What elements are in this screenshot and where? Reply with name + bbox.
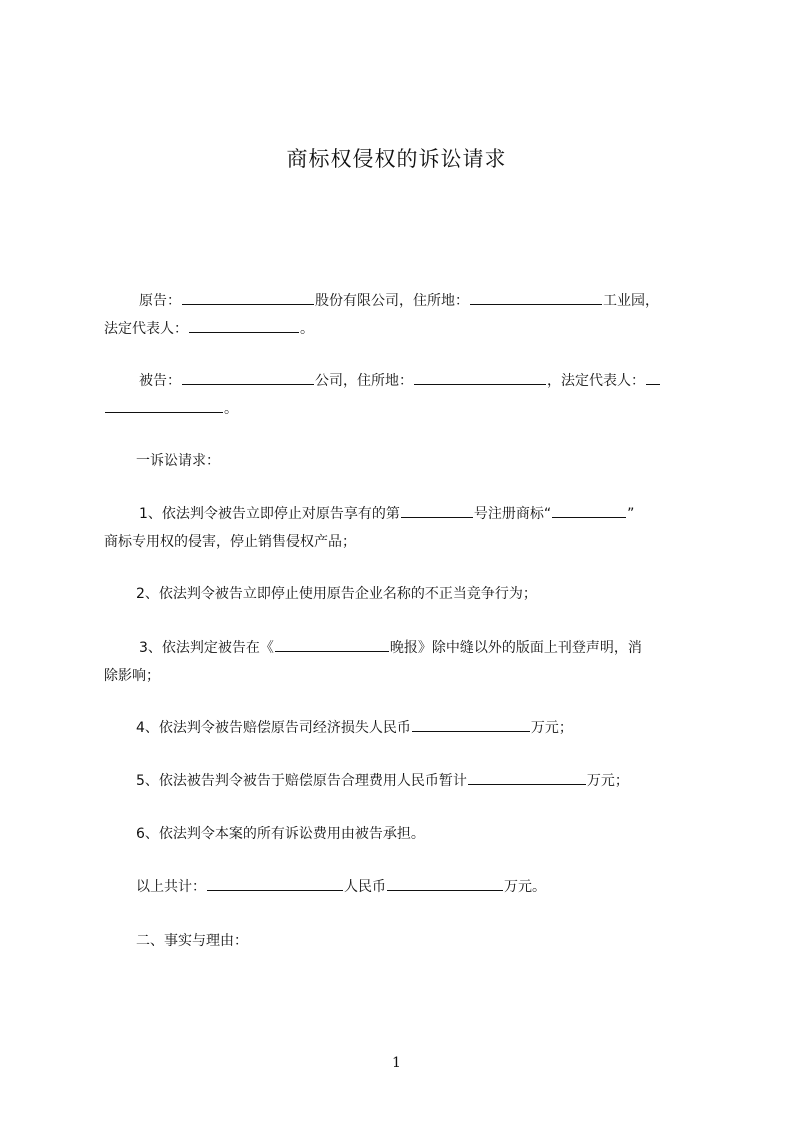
claim-5-prefix: 5、依法被告判令被告于赔偿原告合理费用人民币暂计 [136, 773, 467, 789]
total-prefix: 以上共计： [136, 879, 206, 895]
defendant-line-1 [104, 367, 704, 395]
total-mid: 人民币 [344, 879, 386, 895]
defendant-line-2 [104, 395, 704, 423]
plaintiff-label: 原告： [139, 293, 181, 309]
facts-heading-text: 二、事实与理由： [136, 933, 248, 949]
plaintiff-address-suffix: 工业园， [603, 293, 659, 309]
defendant-label: 被告： [139, 373, 181, 389]
plaintiff-address-blank[interactable] [470, 290, 602, 305]
claim-1-open-quote: “ [543, 506, 552, 522]
plaintiff-rep-blank[interactable] [189, 318, 299, 333]
claim-1-prefix: 1、依法判令被告立即停止对原告享有的第 [139, 506, 400, 522]
total-amount-blank[interactable] [207, 876, 343, 891]
plaintiff-end: 。 [300, 321, 314, 337]
claim-1-number-blank[interactable] [401, 503, 473, 518]
claim-3-line-1 [104, 634, 704, 662]
defendant-end: 。 [224, 401, 238, 417]
claims-heading-text: 一诉讼请求： [136, 453, 220, 469]
defendant-rep-label: ，法定代表人： [547, 373, 645, 389]
claim-3-mid: 晚报》除中缝以外的版面上刊登声明，消 [389, 640, 642, 656]
claim-4-amount-blank[interactable] [412, 717, 530, 732]
claim-6 [104, 820, 736, 848]
plaintiff-rep-label: 法定代表人： [104, 321, 188, 337]
facts-heading [104, 927, 736, 955]
claim-2 [104, 580, 736, 608]
claim-1-line-2: 商标专用权的侵害，停止销售侵权产品； [104, 534, 356, 550]
claim-2-text: 2、依法判令被告立即停止使用原告企业名称的不正当竞争行为； [136, 586, 537, 602]
total-line [104, 873, 736, 901]
total-suffix: 万元。 [504, 879, 546, 895]
defendant-paragraph [104, 367, 704, 423]
plaintiff-line-1 [104, 287, 704, 315]
plaintiff-line-2 [104, 315, 704, 343]
claim-5 [104, 767, 736, 795]
defendant-rep-blank-part1[interactable] [646, 370, 660, 385]
claim-5-amount-blank[interactable] [468, 770, 586, 785]
defendant-company-suffix: 公司，住所地： [315, 373, 413, 389]
defendant-address-blank[interactable] [414, 370, 546, 385]
claim-4 [104, 714, 736, 742]
claim-4-prefix: 4、依法判令被告赔偿原告司经济损失人民币 [136, 720, 411, 736]
claim-4-suffix: 万元； [530, 720, 573, 736]
claim-1-line-1 [104, 500, 704, 528]
defendant-company-blank[interactable] [182, 370, 314, 385]
claims-heading [104, 447, 736, 475]
claim-3-prefix: 3、依法判定被告在《 [139, 640, 274, 656]
claim-5-suffix: 万元； [586, 773, 629, 789]
claim-6-text: 6、依法判令本案的所有诉讼费用由被告承担。 [136, 826, 425, 842]
page-number: 1 [392, 1055, 401, 1071]
plaintiff-paragraph [104, 287, 704, 343]
plaintiff-company-suffix: 股份有限公司，住所地： [315, 293, 469, 309]
claim-1-mid: 号注册商标 [473, 506, 544, 522]
defendant-rep-blank-part2[interactable] [105, 398, 223, 413]
claim-3-line-2: 除影响； [104, 668, 160, 684]
claim-3-newspaper-blank[interactable] [275, 637, 389, 652]
claim-1 [104, 500, 704, 556]
claim-3 [104, 634, 704, 690]
plaintiff-company-blank[interactable] [182, 290, 314, 305]
claim-1-close-quote: ” [627, 506, 635, 522]
document-title: 商标权侵权的诉讼请求 [286, 147, 507, 171]
total-rmb-blank[interactable] [387, 876, 503, 891]
claim-1-mark-blank[interactable] [552, 503, 626, 518]
